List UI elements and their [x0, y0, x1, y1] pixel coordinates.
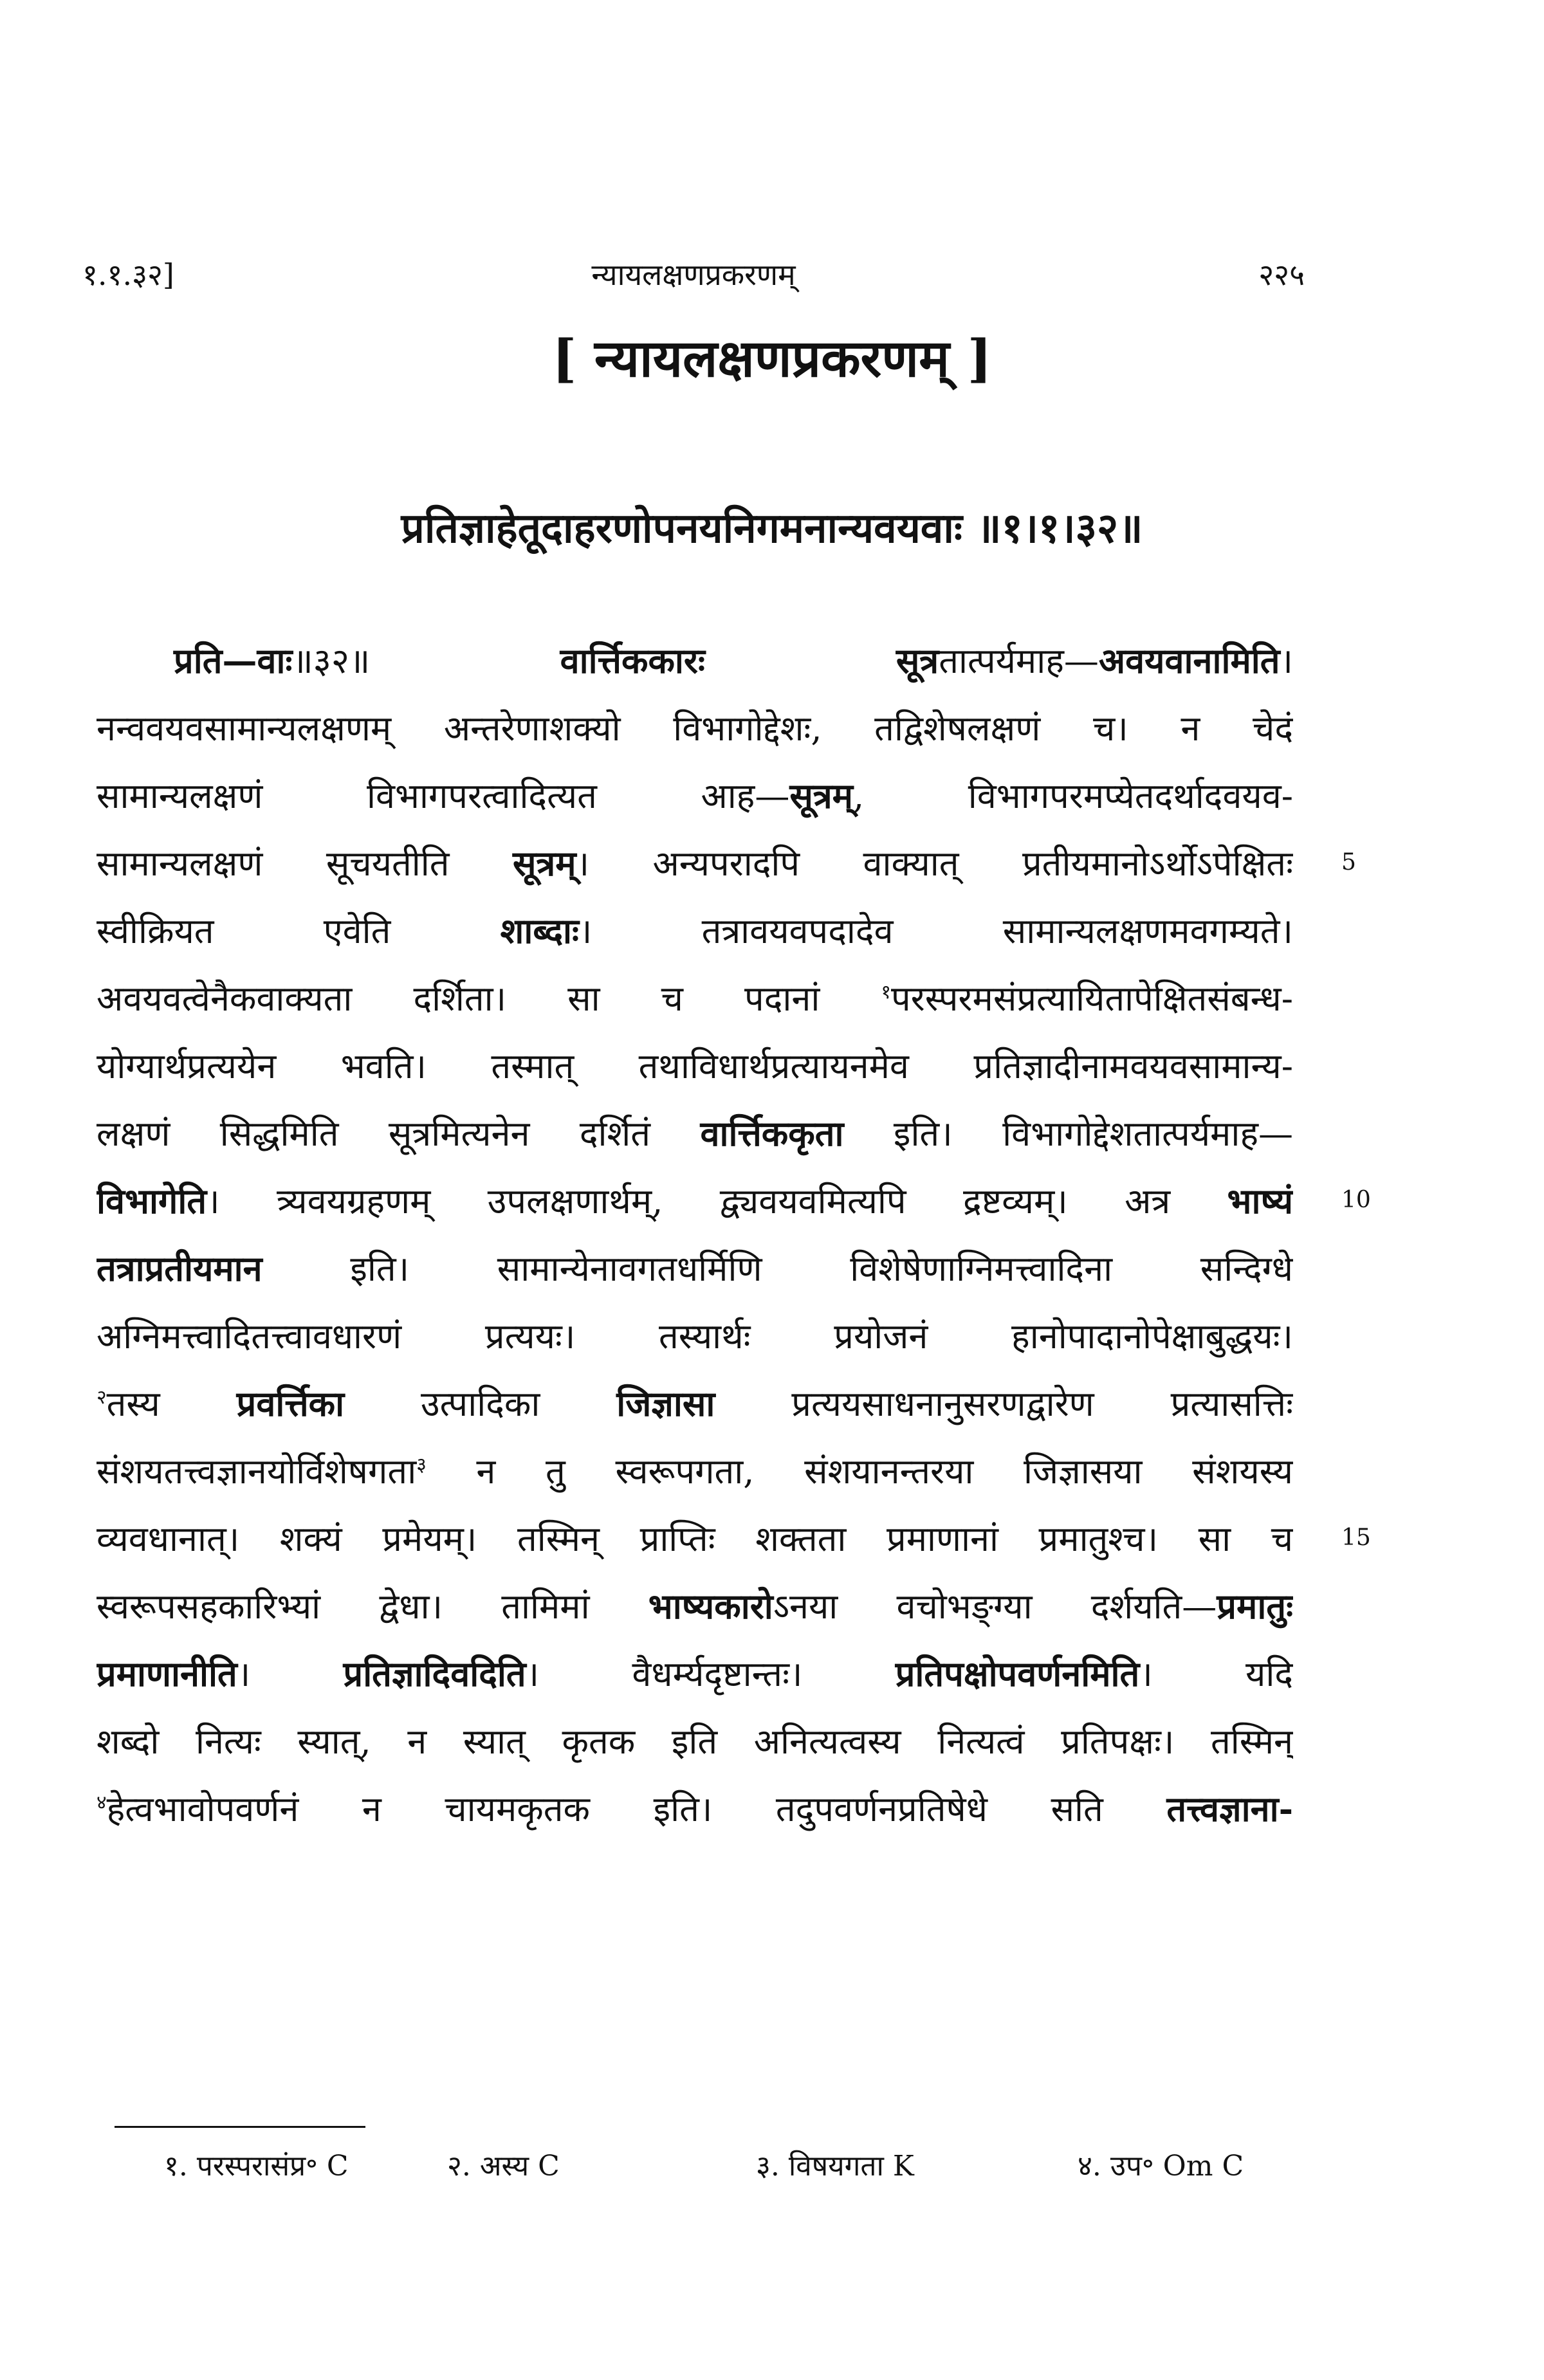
- text-run: संशयतत्त्वज्ञानयोर्विशेषगता: [96, 1451, 417, 1492]
- footnotes: [164, 2145, 1303, 2197]
- text-run: न तु स्वरूपगता, संशयानन्तरया जिज्ञासया संशयस्य: [426, 1451, 1293, 1492]
- text-run: । वैधर्म्यदृष्टान्तः।: [526, 1654, 896, 1694]
- bold-term: सूत्रम्: [789, 775, 853, 816]
- text-line: [96, 1370, 1293, 1438]
- bold-term: सूत्रम्: [512, 843, 576, 884]
- line-number: 15: [1341, 1524, 1371, 1551]
- footnote-3: ३. विषयगता K: [756, 2150, 914, 2183]
- bold-term: प्रति—वाः: [174, 640, 293, 681]
- footnote-4: ४. उप॰ Om C: [1078, 2150, 1244, 2183]
- footnote-1: १. परस्परासंप्र॰ C: [164, 2150, 349, 2183]
- bold-term: प्रमातुः: [1217, 1586, 1293, 1627]
- text-run: तात्पर्यमाह—: [939, 641, 1099, 681]
- text-run: सामान्यलक्षणं सूचयतीति: [96, 843, 513, 884]
- bold-term: तत्त्वज्ञाना-: [1166, 1788, 1293, 1829]
- running-header: [82, 254, 1305, 299]
- footnote-marker: ३: [416, 1454, 427, 1476]
- text-line: [96, 1640, 1293, 1708]
- text-line: [96, 1235, 1293, 1303]
- text-run: अवयवत्वेनैकवाक्यता दर्शिता। सा च पदानां: [96, 978, 881, 1019]
- text-run: स्वीक्रियत एवेति: [96, 911, 501, 951]
- text-line: [96, 830, 1293, 897]
- text-run: , विभागपरमप्येतदर्थादवयव-: [852, 776, 1293, 816]
- bold-term: प्रतिपक्षोपवर्णनमिति: [895, 1653, 1140, 1694]
- bold-term: वार्त्तिककृता: [700, 1113, 844, 1154]
- text-line: [96, 1032, 1293, 1100]
- bold-term: प्रवर्त्तिका: [236, 1383, 345, 1424]
- text-line: [96, 1505, 1293, 1573]
- bold-term: प्रतिज्ञादिवदिति: [343, 1653, 526, 1694]
- text-line: [96, 762, 1293, 830]
- text-run: । त्र्यवयग्रहणम् उपलक्षणार्थम्, द्व्यवयवमित्यपि द्रष्टव्यम्। अत्र: [207, 1181, 1227, 1222]
- bold-term: शाब्दाः: [500, 910, 579, 951]
- text-run: नन्ववयवसामान्यलक्षणम् अन्तरेणाशक्यो विभागोद्देशः, तद्विशेषलक्षणं च। न चेदं: [96, 708, 1293, 749]
- header-chapter-title: न्यायलक्षणप्रकरणम्: [591, 257, 796, 292]
- bold-term: अवयवानामिति: [1098, 640, 1280, 681]
- sutra-verse: प्रतिज्ञाहेतूदाहरणोपनयनिगमनान्यवयवाः ॥१।१।३२॥: [401, 504, 1143, 553]
- header-section-ref: १.१.३२]: [82, 257, 174, 292]
- text-run: व्यवधानात्। शक्यं प्रमेयम्। तस्मिन् प्राप्तिः शक्तता प्रमाणानां प्रमातुश्च। सा च: [96, 1519, 1293, 1559]
- text-run: । तत्रावयवपदादेव सामान्यलक्षणमवगम्यते।: [578, 911, 1293, 951]
- text-run: अग्निमत्त्वादितत्त्वावधारणं प्रत्ययः। तस्यार्थः प्रयोजनं हानोपादानोपेक्षाबुद्धयः।: [96, 1316, 1293, 1357]
- text-run: ॥३२॥: [292, 641, 560, 681]
- bold-term: भाष्यकारो: [648, 1586, 773, 1627]
- text-run: ।: [1280, 641, 1293, 681]
- bold-term: तत्राप्रतीयमान: [96, 1248, 262, 1289]
- text-line: [96, 1167, 1293, 1235]
- bold-term: वार्त्तिककारः सूत्र: [560, 640, 939, 681]
- text-line: [96, 1438, 1293, 1505]
- line-number: 5: [1341, 849, 1356, 875]
- text-run: । यदि: [1139, 1654, 1293, 1694]
- header-page-number: २२५: [1258, 257, 1305, 292]
- text-line: [96, 695, 1293, 762]
- footnote-marker: १: [881, 981, 891, 1003]
- section-title: [ न्यायलक्षणप्रकरणम् ]: [552, 328, 992, 389]
- text-run: इति। सामान्येनावगतधर्मिणि विशेषेणाग्निमत्त्वादिना सन्दिग्धे: [262, 1249, 1293, 1289]
- text-run: परस्परमसंप्रत्यायितापेक्षितसंबन्ध-: [891, 978, 1293, 1019]
- text-line: [96, 965, 1293, 1032]
- footnote-rule: [115, 2126, 365, 2128]
- line-number: 10: [1341, 1187, 1371, 1213]
- text-run: सामान्यलक्षणं विभागपरत्वादित्यत आह—: [96, 776, 790, 816]
- text-run: । अन्यपरादपि वाक्यात् प्रतीयमानोऽर्थोऽपेक्षितः: [576, 843, 1293, 884]
- text-run: शब्दो नित्यः स्यात्, न स्यात् कृतक इति अनित्यत्वस्य नित्यत्वं प्रतिपक्षः। तस्मिन्: [96, 1721, 1293, 1762]
- bold-term: प्रमाणानीति: [96, 1653, 237, 1694]
- text-line: [96, 1100, 1293, 1167]
- text-run: इति। विभागोद्देशतात्पर्यमाह—: [843, 1113, 1293, 1154]
- text-run: ।: [237, 1654, 344, 1694]
- text-line: [96, 1775, 1293, 1843]
- text-run: लक्षणं सिद्धमिति सूत्रमित्यनेन दर्शितं: [96, 1113, 701, 1154]
- text-line: [96, 897, 1293, 965]
- text-run: योग्यार्थप्रत्ययेन भवति। तस्मात् तथाविधार्थप्रत्यायनमेव प्रतिज्ञादीनामवयवसामान्य-: [96, 1046, 1293, 1086]
- footnote-2: २. अस्य C: [447, 2150, 560, 2183]
- text-line: [96, 1708, 1293, 1775]
- text-run: उत्पादिका: [344, 1384, 617, 1424]
- text-run: ऽनया वचोभङ्ग्या दर्शयति—: [773, 1586, 1217, 1627]
- commentary-body: [96, 627, 1293, 1843]
- text-line: [96, 1303, 1293, 1370]
- text-run: हेत्वभावोपवर्णनं न चायमकृतक इति। तदुपवर्णनप्रतिषेधे सति: [106, 1789, 1167, 1829]
- text-run: प्रत्ययसाधनानुसरणद्वारेण प्रत्यासत्तिः: [715, 1384, 1293, 1424]
- text-run: स्वरूपसहकारिभ्यां द्वेधा। तामिमां: [96, 1586, 648, 1627]
- footnote-marker: २: [96, 1386, 107, 1409]
- footnote-marker: ४: [96, 1791, 107, 1814]
- bold-term: भाष्यं: [1227, 1180, 1293, 1222]
- bold-term: जिज्ञासा: [616, 1383, 715, 1424]
- bold-term: विभागेति: [96, 1180, 207, 1222]
- text-line: [96, 1573, 1293, 1640]
- text-run: तस्य: [106, 1384, 237, 1424]
- text-line: [96, 627, 1293, 695]
